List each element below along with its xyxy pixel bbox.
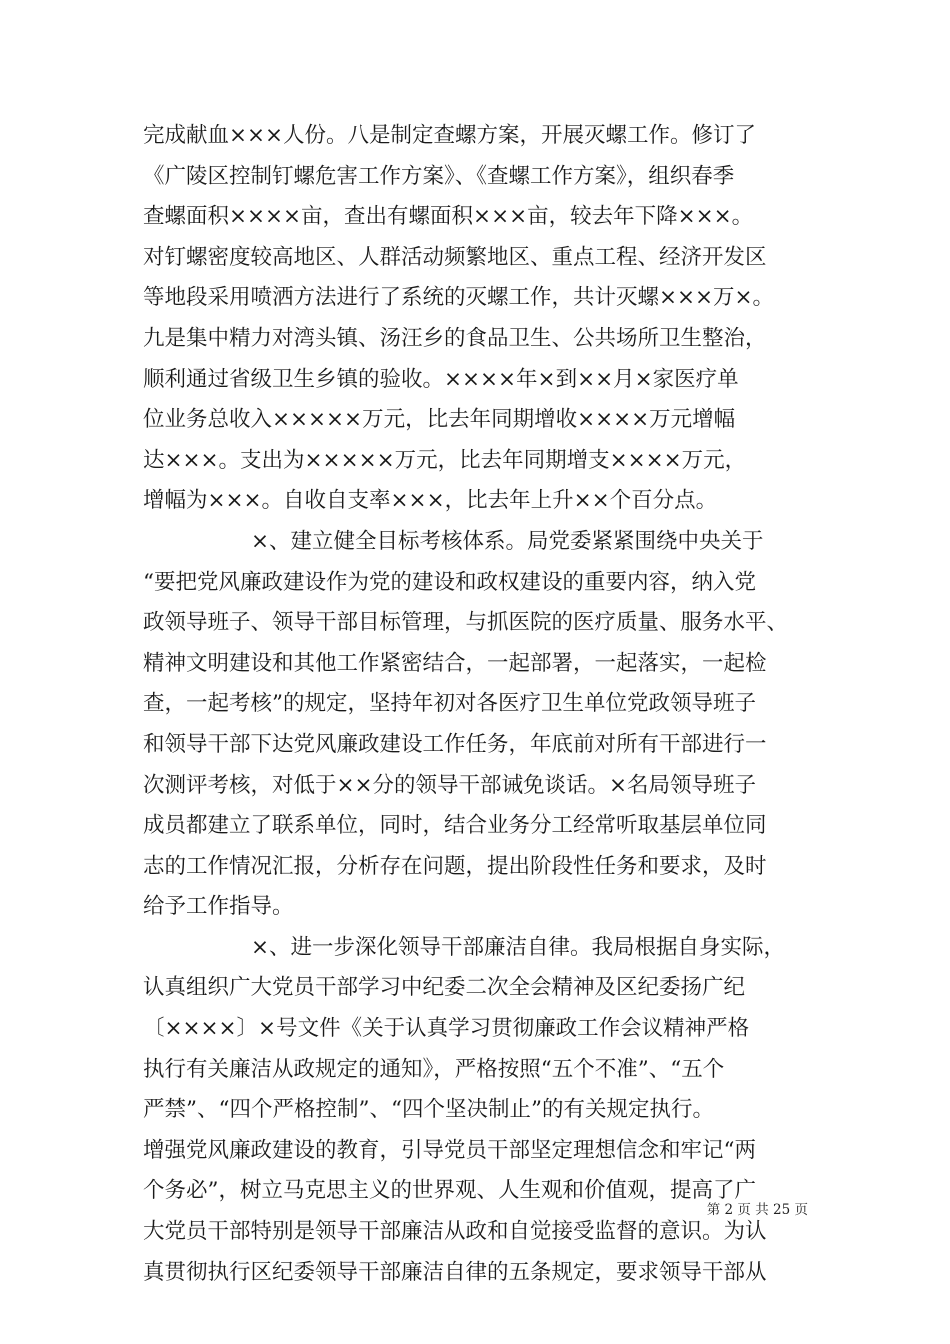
text-line: 真贯彻执行区纪委领导干部廉洁自律的五条规定，要求领导干部从: [143, 1259, 767, 1285]
text-line: 政领导班子、领导干部目标管理，与抓医院的医疗质量、服务水平、: [143, 610, 789, 636]
text-line: 〔××××〕×号文件《关于认真学习贯彻廉政工作会议精神严格: [143, 1016, 750, 1042]
text-line: 达×××。支出为×××××万元，比去年同期增支××××万元，: [143, 447, 747, 473]
text-line: 对钉螺密度较高地区、人群活动频繁地区、重点工程、经济开发区: [143, 244, 767, 270]
text-line: ×、进一步深化领导干部廉洁自律。我局根据自身实际，: [251, 934, 786, 960]
text-line: 精神文明建设和其他工作紧密结合，一起部署，一起落实，一起检: [143, 650, 767, 676]
text-line: 《广陵区控制钉螺危害工作方案》、《查螺工作方案》，组织春季: [143, 163, 735, 189]
text-line: 完成献血×××人份。八是制定查螺方案，开展灭螺工作。修订了: [143, 123, 757, 148]
text-line: 增幅为×××。自收自支率×××，比去年上升××个百分点。: [143, 488, 718, 514]
text-line: 查，一起考核”的规定，坚持年初对各医疗卫生单位党政领导班子: [143, 691, 756, 717]
text-line: 个务必”，树立马克思主义的世界观、人生观和价值观，提高了广: [143, 1178, 756, 1204]
text-line: 执行有关廉洁从政规定的通知》，严格按照“五个不准”、“五个: [143, 1056, 725, 1082]
text-line: 次测评考核，对低于××分的领导干部诫免谈话。×名局领导班子: [143, 772, 757, 798]
text-line: 志的工作情况汇报，分析存在问题，提出阶段性任务和要求，及时: [143, 853, 767, 879]
text-line: ×、建立健全目标考核体系。局党委紧紧围绕中央关于: [251, 528, 764, 554]
text-line: 增强党风廉政建设的教育，引导党员干部坚定理想信念和牢记“两: [143, 1137, 756, 1163]
text-line: 认真组织广大党员干部学习中纪委二次全会精神及区纪委扬广纪: [143, 975, 746, 1001]
text-line: “要把党风廉政建设作为党的建设和政权建设的重要内容，纳入党: [143, 569, 756, 595]
text-line: 严禁”、“四个严格控制”、“四个坚决制止”的有关规定执行。: [143, 1097, 714, 1123]
text-line: 九是集中精力对湾头镇、汤汪乡的食品卫生、公共场所卫生整治，: [143, 325, 767, 351]
text-line: 和领导干部下达党风廉政建设工作任务，年底前对所有干部进行一: [143, 731, 767, 757]
text-line: 成员都建立了联系单位，同时，结合业务分工经常听取基层单位同: [143, 813, 767, 839]
text-line: 位业务总收入×××××万元，比去年同期增收××××万元增幅: [143, 407, 736, 433]
text-line: 查螺面积××××亩，查出有螺面积×××亩，较去年下降×××。: [143, 204, 754, 230]
text-line: 给予工作指导。: [143, 894, 294, 920]
page-number: 第 2 页 共 25 页: [706, 1202, 808, 1218]
text-line: 大党员干部特别是领导干部廉洁从政和自觉接受监督的意识。为认: [143, 1219, 767, 1245]
text-line: 顺利通过省级卫生乡镇的验收。××××年×到××月×家医疗单: [143, 366, 739, 392]
body-text: [143, 116, 813, 1293]
text-line: 等地段采用喷洒方法进行了系统的灭螺工作，共计灭螺×××万×。: [143, 285, 775, 311]
